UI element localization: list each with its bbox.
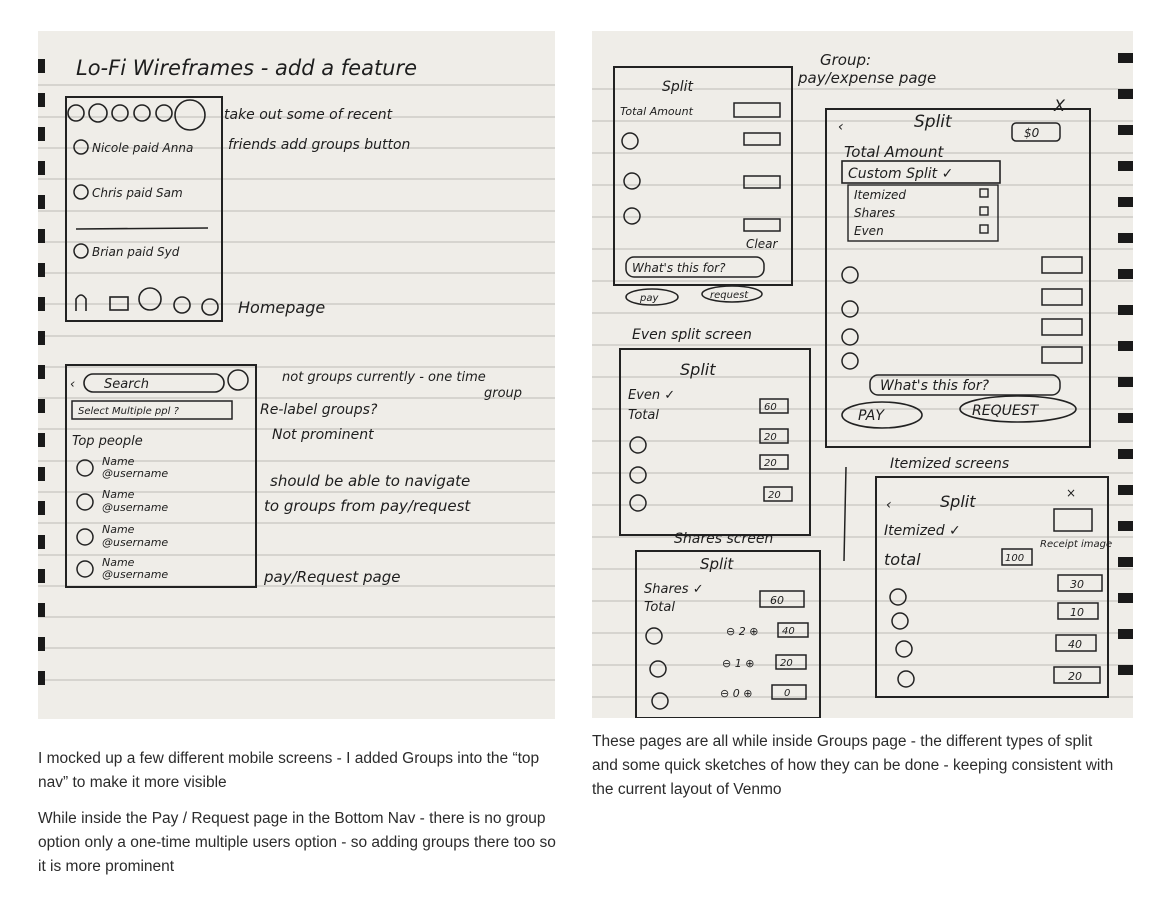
shares-total-value: 60 (770, 594, 784, 607)
split-option: Even (854, 224, 884, 238)
left-notebook-photo (38, 31, 555, 719)
person-username: @username (102, 501, 169, 514)
pay-small-label: pay (640, 293, 659, 304)
custom-whats-this-for-label: What's this for? (880, 378, 990, 394)
even-screen-label: Even split screen (632, 327, 752, 343)
even-total-label: Total (628, 408, 659, 423)
share-value: 20 (780, 658, 793, 669)
shares-screen-label: Shares screen (674, 531, 774, 547)
group-title: Group: (820, 51, 872, 69)
close-icon: X (1054, 96, 1065, 115)
itemized-split-title: Split (940, 492, 976, 511)
person-name: Name (102, 488, 135, 501)
pay-label: PAY (858, 408, 884, 424)
avatar-icon (74, 244, 88, 258)
itemized-value: 40 (1068, 638, 1082, 651)
split-title: Split (662, 79, 694, 95)
back-icon: ‹ (886, 497, 892, 513)
groups-icon (228, 370, 248, 390)
avatar-icon (77, 460, 93, 476)
spiral-holes (38, 59, 45, 685)
avatar-icon (77, 561, 93, 577)
avatar-icon (77, 529, 93, 545)
person-username: @username (102, 568, 169, 581)
caption-left-1: I mocked up a few different mobile screens - I added Groups into the “top nav” to make it more visible (38, 750, 540, 791)
itemized-screens-label: Itemized screens (890, 456, 1010, 472)
people-list (77, 455, 168, 581)
shares-total-label: Total (644, 600, 675, 615)
right-notebook-photo (592, 31, 1133, 718)
note-navigate-line-1: should be able to navigate (270, 472, 471, 490)
receipt-image-label: Receipt image (1040, 539, 1113, 550)
select-multiple-label: Select Multiple ppl ? (78, 406, 179, 417)
note-groups-line-1: not groups currently - one time (282, 370, 486, 385)
share-value: 40 (782, 626, 795, 637)
even-value: 60 (764, 402, 777, 413)
person-username: @username (102, 467, 169, 480)
total-amount-label: Total Amount (620, 105, 693, 118)
person-name: Name (102, 523, 135, 536)
custom-split-title: Split (914, 112, 952, 132)
person-name: Name (102, 556, 135, 569)
back-icon: ‹ (70, 377, 76, 392)
pay-request-label: pay/Request page (264, 568, 401, 586)
clear-label: Clear (746, 237, 778, 251)
note-top-nav-line-2: friends add groups button (228, 137, 411, 153)
spiral-rings (1118, 53, 1133, 675)
shares-split-title: Split (700, 555, 734, 573)
person-name: Name (102, 455, 135, 468)
homepage-phone-frame (66, 97, 222, 321)
itemized-check-label: Itemized ✓ (884, 523, 961, 539)
feed-item: Nicole paid Anna (92, 141, 194, 155)
request-small-label: request (710, 290, 749, 301)
itemized-value: 30 (1070, 578, 1084, 591)
even-value: 20 (764, 458, 777, 469)
feed-item: Brian paid Syd (92, 245, 180, 259)
split-option: Itemized (854, 188, 906, 202)
avatar-icon (77, 494, 93, 510)
even-value: 20 (768, 490, 781, 501)
note-relabel-line-2: Not prominent (272, 427, 374, 443)
top-nav-avatars (68, 100, 205, 130)
left-sketch (38, 31, 555, 719)
custom-total-label: Total Amount (844, 143, 944, 161)
custom-split-label: Custom Split ✓ (848, 166, 954, 182)
feed-item: Chris paid Sam (92, 186, 183, 200)
person-username: @username (102, 536, 169, 549)
arrow-line (844, 467, 846, 561)
whats-this-for-label: What's this for? (632, 261, 726, 275)
custom-amount-value: $0 (1024, 126, 1040, 140)
right-sketch (592, 31, 1133, 718)
even-value: 20 (764, 432, 777, 443)
group-subtitle: pay/expense page (798, 69, 937, 87)
split-option: Shares (854, 206, 896, 220)
member-rows (622, 133, 780, 231)
note-navigate-line-2: to groups from pay/request (264, 497, 471, 515)
homepage-label: Homepage (238, 298, 326, 317)
note-groups-line-2: group (484, 386, 523, 401)
share-value: 0 (784, 688, 791, 699)
shares-check-label: Shares ✓ (644, 582, 704, 597)
note-relabel-line-1: Re-label groups? (260, 402, 378, 418)
search-label: Search (104, 377, 149, 392)
request-label: REQUEST (972, 403, 1039, 419)
feed-divider (76, 228, 208, 229)
top-people-label: Top people (72, 434, 143, 449)
avatar-icon (74, 140, 88, 154)
even-check-label: Even ✓ (628, 388, 676, 403)
share-counter: ⊖ 2 ⊕ (726, 625, 759, 638)
sketch-title: Lo-Fi Wireframes - add a feature (76, 56, 418, 80)
caption-left-2: While inside the Pay / Request page in the Bottom Nav - there is no group option only a one-time multiple users option - so adding groups there too so it is more prominent (38, 810, 556, 875)
share-counter: ⊖ 1 ⊕ (722, 657, 755, 670)
bottom-nav-icons (76, 288, 218, 315)
back-icon: ‹ (838, 119, 844, 135)
receipt-image-placeholder (1054, 509, 1092, 531)
amount-field (734, 103, 780, 117)
itemized-value: 10 (1070, 606, 1084, 619)
share-counter: ⊖ 0 ⊕ (720, 687, 753, 700)
split-option-checkboxes (980, 189, 988, 233)
avatar-icon (74, 185, 88, 199)
itemized-total-label: total (884, 550, 921, 569)
caption-right: These pages are all while inside Groups page - the different types of split and some quick sketches of how they can be done - keeping consistent with the current layout of Venmo (592, 733, 1114, 798)
close-icon: × (1066, 486, 1077, 500)
itemized-value: 20 (1068, 670, 1082, 683)
even-split-title: Split (680, 360, 716, 379)
itemized-total-value: 100 (1005, 553, 1025, 564)
note-top-nav-line-1: take out some of recent (224, 107, 393, 123)
